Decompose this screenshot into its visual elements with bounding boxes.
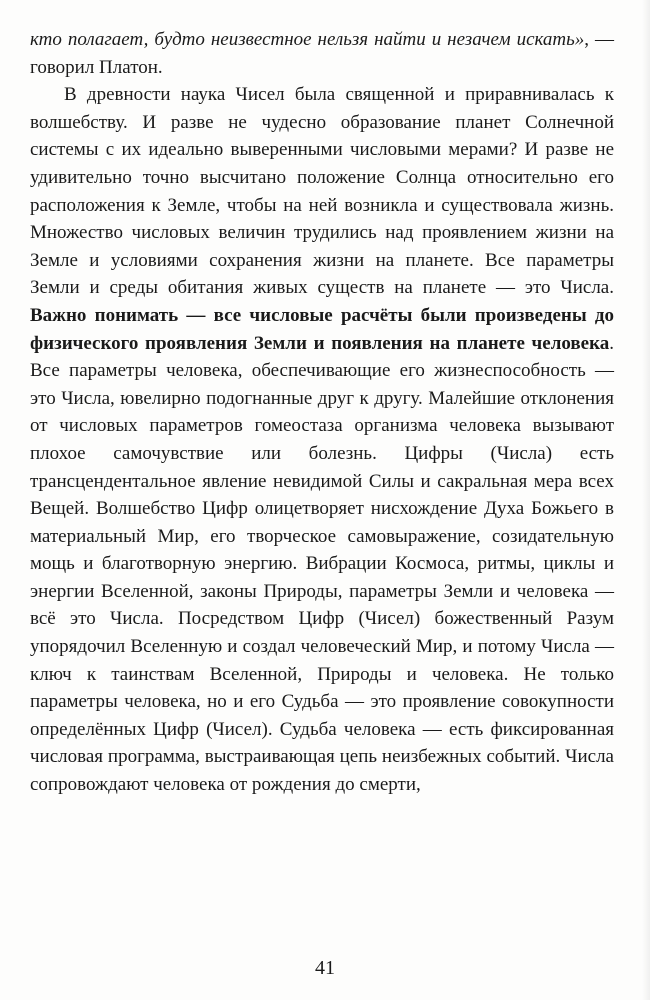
paragraph-text-start: В древности наука Чисел была священной и приравнивалась к волшебству. И разве не чудесно образование планет Солнечной системы с их идеально выверенными числовыми мерами? И разве не удивительно точно высчитано положение Солнца относительно его расположения к Земле, чтобы на ней возникла и существовала жизнь. Множество числовых величин трудились над проявлением жизни на Земле и условиями сохранения жизни на планете. Все параметры Земли и среды обитания живых существ на планете — это Числа. [30,84,614,299]
quote-attribution: , — говорил Платон. [30,29,615,78]
page-number: 41 [315,957,335,979]
quote-paragraph [30,26,614,81]
plato-quote: кто полагает, будто неизвестное нельзя найти и незачем искать» [30,29,585,50]
body-text [30,26,614,799]
page-edge-shadow [642,0,650,1000]
paragraph-text-end: . Все параметры человека, обеспечивающие его жизнеспособность — это Числа, ювелирно подогнанные друг к другу. Малейшие отклонения от числовых параметров гомеостаза организма человека вызывают плохое самочувствие или болезнь. Цифры (Числа) есть трансцендентальное явление невидимой Силы и сакральная мера всех Вещей. Волшебство Цифр олицетворяет нисхождение Духа Божьего в материальный Мир, его творческое самовыражение, созидательную мощь и благотворную энергию. Вибрации Космоса, ритмы, циклы и энергии Вселенной, законы Природы, параметры Земли и человека — всё это Числа. Посредством Цифр (Чисел) божественный Разум упорядочил Вселенную и создал человеческий Мир, и потому Числа — ключ к таинствам Вселенной, Природы и человека. Не только параметры человека, но и его Судьба — это проявление совокупности определённых Цифр (Чисел). Судьба человека — есть фиксированная числовая программа, выстраивающая цепь неизбежных событий. Числа сопровождают человека от рождения до смерти, [30,332,614,796]
bold-emphasis: Важно понимать — все числовые расчёты были произведены до физического проявления Земли и появления на планете человека [30,304,614,354]
main-paragraph [30,81,614,798]
